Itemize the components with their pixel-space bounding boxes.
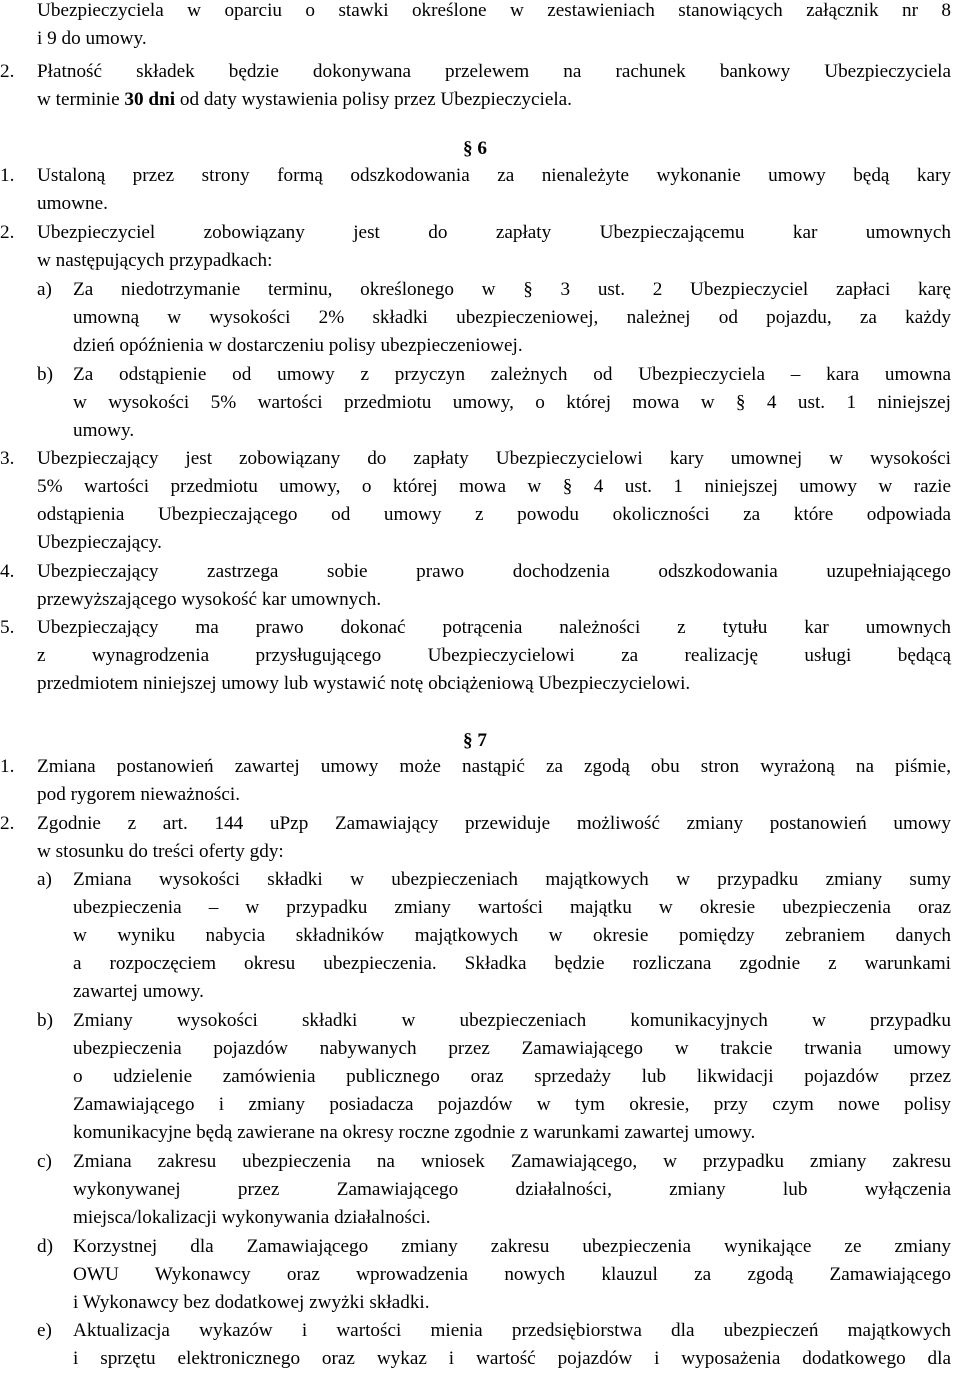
list-item-line: ubezpieczenia pojazdów nabywanych przez Zamawiającego w trakcie trwania umowy [73, 1038, 951, 1059]
paragraph-line: Ubezpieczający ma prawo dokonać potrącenia należności z tytułu kar umownych [37, 617, 951, 638]
paragraph-line: Płatność składek będzie dokonywana przelewem na rachunek bankowy Ubezpieczyciela [37, 61, 951, 82]
payment-term: 30 dni [124, 89, 176, 110]
paragraph-line: w terminie 30 dni od daty wystawienia polisy przez Ubezpieczyciela. [37, 89, 572, 110]
paragraph-line: w następujących przypadkach: [37, 250, 273, 271]
paragraph-number: 1. [0, 165, 15, 186]
section-heading: § 6 [463, 138, 487, 159]
intro-line: Ubezpieczyciela w oparciu o stawki określone w zestawieniach stanowiących załącznik nr 8 [37, 0, 951, 21]
paragraph-line: Ubezpieczyciel zobowiązany jest do zapłaty Ubezpieczającemu kar umownych [37, 222, 951, 243]
list-item-line: OWU Wykonawcy oraz wprowadzenia nowych klauzul za zgodą Zamawiającego [73, 1264, 951, 1285]
paragraph-number: 1. [0, 756, 15, 777]
list-item-line: Za odstąpienie od umowy z przyczyn zależnych od Ubezpieczyciela – kara umowna [73, 364, 951, 385]
list-label: e) [37, 1320, 52, 1341]
list-label: b) [37, 364, 53, 385]
list-item-line: Korzystnej dla Zamawiającego zmiany zakresu ubezpieczenia wynikające ze zmiany [73, 1236, 951, 1257]
list-item-line: i Wykonawcy bez dodatkowej zwyżki składki. [73, 1292, 430, 1313]
list-item-line: Aktualizacja wykazów i wartości mienia przedsiębiorstwa dla ubezpieczeń majątkowych [73, 1320, 951, 1341]
paragraph-line: Ubezpieczający. [37, 532, 162, 553]
list-item-line: zawartej umowy. [73, 981, 204, 1002]
list-item-line: miejsca/lokalizacji wykonywania działalności. [73, 1207, 431, 1228]
paragraph-line: przedmiotem niniejszej umowy lub wystawić notę obciążeniową Ubezpieczycielowi. [37, 673, 691, 694]
list-item-line: a rozpoczęciem okresu ubezpieczenia. Składka będzie rozliczana zgodnie z warunkami [73, 953, 951, 974]
paragraph-line: odstąpienia Ubezpieczającego od umowy z powodu okoliczności za które odpowiada [37, 504, 951, 525]
paragraph-line: z wynagrodzenia przysługującego Ubezpieczycielowi za realizację usługi będącą [37, 645, 951, 666]
paragraph-number: 2. [0, 61, 15, 82]
paragraph-line: Ubezpieczający zastrzega sobie prawo dochodzenia odszkodowania uzupełniającego [37, 561, 951, 582]
list-label: a) [37, 869, 52, 890]
list-label: a) [37, 279, 52, 300]
list-item-line: wykonywanej przez Zamawiającego działalności, zmiany lub wyłączenia [73, 1179, 951, 1200]
paragraph-number: 2. [0, 813, 15, 834]
list-item-line: Zamawiającego i zmiany posiadacza pojazdów w tym okresie, przy czym nowe polisy [73, 1094, 951, 1115]
paragraph-number: 2. [0, 222, 15, 243]
list-item-line: Zmiana wysokości składki w ubezpieczeniach majątkowych w przypadku zmiany sumy [73, 869, 951, 890]
paragraph-number: 3. [0, 448, 15, 469]
paragraph-line: Zgodnie z art. 144 uPzp Zamawiający przewiduje możliwość zmiany postanowień umowy [37, 813, 951, 834]
section-heading: § 7 [463, 730, 487, 751]
intro-line: i 9 do umowy. [37, 28, 147, 49]
list-item-line: umowy. [73, 420, 135, 441]
list-item-line: Zmiany wysokości składki w ubezpieczeniach komunikacyjnych w przypadku [73, 1010, 951, 1031]
list-item-line: Zmiana zakresu ubezpieczenia na wniosek Zamawiającego, w przypadku zmiany zakresu [73, 1151, 951, 1172]
list-item-line: ubezpieczenia – w przypadku zmiany wartości majątku w okresie ubezpieczenia oraz [73, 897, 951, 918]
paragraph-number: 4. [0, 561, 15, 582]
list-label: d) [37, 1236, 53, 1257]
paragraph-line: Ubezpieczający jest zobowiązany do zapłaty Ubezpieczycielowi kary umownej w wysokości [37, 448, 951, 469]
list-item-line: umowną w wysokości 2% składki ubezpieczeniowej, należnej od pojazdu, za każdy [73, 307, 951, 328]
list-item-line: dzień opóźnienia w dostarczeniu polisy ubezpieczeniowej. [73, 335, 523, 356]
paragraph-line: 5% wartości przedmiotu umowy, o której mowa w § 4 ust. 1 niniejszej umowy w razie [37, 476, 951, 497]
list-item-line: w wysokości 5% wartości przedmiotu umowy, o której mowa w § 4 ust. 1 niniejszej [73, 392, 951, 413]
paragraph-number: 5. [0, 617, 15, 638]
paragraph-line: Zmiana postanowień zawartej umowy może nastąpić za zgodą obu stron wyrażoną na piśmie, [37, 756, 951, 777]
list-label: b) [37, 1010, 53, 1031]
paragraph-line: pod rygorem nieważności. [37, 784, 241, 805]
paragraph-line: w stosunku do treści oferty gdy: [37, 841, 284, 862]
list-item-line: i sprzętu elektronicznego oraz wykaz i wartość pojazdów i wyposażenia dodatkowego dla [73, 1348, 951, 1369]
paragraph-line: Ustaloną przez strony formą odszkodowania za nienależyte wykonanie umowy będą kary [37, 165, 951, 186]
list-label: c) [37, 1151, 52, 1172]
paragraph-line: umowne. [37, 193, 108, 214]
list-item-line: w wyniku nabycia składników majątkowych w okresie pomiędzy zebraniem danych [73, 925, 951, 946]
list-item-line: komunikacyjne będą zawierane na okresy roczne zgodnie z warunkami zawartej umowy. [73, 1122, 756, 1143]
paragraph-line: przewyższającego wysokość kar umownych. [37, 589, 382, 610]
list-item-line: Za niedotrzymanie terminu, określonego w § 3 ust. 2 Ubezpieczyciel zapłaci karę [73, 279, 951, 300]
list-item-line: o udzielenie zamówienia publicznego oraz sprzedaży lub likwidacji pojazdów przez [73, 1066, 951, 1087]
